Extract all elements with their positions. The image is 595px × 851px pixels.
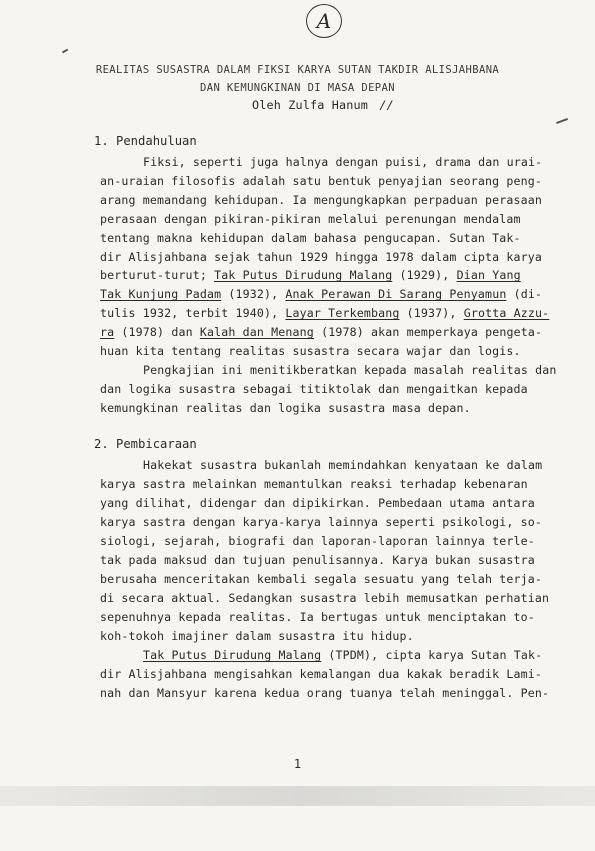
text-span: (1978) dan (121, 325, 193, 339)
text-line: karya sastra melainkan memantulkan reaksi terhadap kebenaran (100, 477, 528, 491)
text-line: koh-tokoh imajiner dalam susastra itu hidup. (100, 629, 414, 643)
work-title: Grotta Azzu- (463, 306, 550, 320)
text-line: dan logika susastra sebagai titiktolak dan mengaitkan kepada (100, 382, 528, 396)
text-line: di secara aktual. Sedangkan susastra lebih memusatkan perhatian (100, 591, 550, 605)
page-letter-mark: A (306, 4, 342, 38)
author-line (252, 98, 394, 112)
text-line (143, 648, 542, 662)
text-span: (di- (513, 287, 543, 301)
text-line: yang dilihat, didengar dan dipikirkan. Pembedaan utama antara (100, 496, 535, 510)
text-span: berturut-turut; (100, 268, 207, 282)
text-line (100, 268, 521, 282)
work-title: Tak Kunjung Padam (100, 287, 222, 301)
text-line (100, 325, 542, 339)
text-line: perasaan dengan pikiran-pikiran melalui perenungan mendalam (100, 212, 521, 226)
text-span: (1932), (228, 287, 279, 301)
margin-stroke (556, 118, 568, 124)
text-line: an-uraian filosofis adalah satu bentuk penyajian seorang peng- (100, 174, 543, 188)
work-title: ra (100, 325, 115, 339)
scan-smudge (0, 786, 595, 806)
text-span: (1978) akan memperkaya pengeta- (321, 325, 543, 339)
text-line: berusaha menceritakan kembali segala sesuatu yang telah terja- (100, 572, 543, 586)
work-title: Kalah dan Menang (199, 325, 314, 339)
text-line: dir Alisjahbana mengisahkan kemalangan dua kakak beradik Lami- (100, 667, 543, 681)
text-line: siologi, sejarah, biografi dan laporan-laporan lainnya terle- (100, 534, 535, 548)
text-line: tak pada maksud dan tujuan penulisannya. Karya bukan susastra (100, 553, 535, 567)
section-heading: 1. Pendahuluan (94, 134, 197, 148)
author-underline-mark: // (379, 98, 394, 112)
work-title: Dian Yang (456, 268, 521, 282)
text-line: sepenuhnya kepada realitas. Ia bertugas untuk menciptakan to- (100, 610, 535, 624)
author-name: Oleh Zulfa Hanum (252, 98, 369, 112)
text-span: (TPDM), cipta karya Sutan Tak- (328, 648, 543, 662)
section-heading: 2. Pembicaraan (94, 437, 197, 451)
text-span: (1937), (406, 306, 457, 320)
text-line (100, 306, 549, 320)
text-line: huan kita tentang realitas susastra secara wajar dan logis. (100, 344, 521, 358)
work-title: Tak Putus Dirudung Malang (143, 648, 322, 662)
text-line: dir Alisjahbana sejak tahun 1929 hingga 1978 dalam cipta karya (100, 250, 543, 264)
margin-stroke (62, 49, 68, 53)
work-title: Tak Putus Dirudung Malang (214, 268, 393, 282)
text-line: kemungkinan realitas dan logika susastra masa depan. (100, 401, 471, 415)
text-line (100, 287, 542, 301)
text-line: Hakekat susastra bukanlah memindahkan kenyataan ke dalam (143, 458, 543, 472)
work-title: Layar Terkembang (285, 306, 400, 320)
text-line: Pengkajian ini menitikberatkan kepada masalah realitas dan (143, 363, 557, 377)
text-line: nah dan Mansyur karena kedua orang tuanya telah meninggal. Pen- (100, 686, 550, 700)
text-line: karya sastra dengan karya-karya lainnya seperti psikologi, so- (100, 515, 543, 529)
page-number: 1 (293, 757, 302, 771)
text-line: tentang makna kehidupan dalam bahasa pengucapan. Sutan Tak- (100, 231, 521, 245)
work-title: Anak Perawan Di Sarang Penyamun (285, 287, 507, 301)
document-title-line2: DAN KEMUNGKINAN DI MASA DEPAN (200, 82, 395, 94)
text-line: arang memandang kehidupan. Ia mengungkapkan perpaduan perasaan (100, 193, 543, 207)
text-line: Fiksi, seperti juga halnya dengan puisi, drama dan urai- (143, 155, 543, 169)
text-span: (1929), (399, 268, 450, 282)
document-title: REALITAS SUSASTRA DALAM FIKSI KARYA SUTAN TAKDIR ALISJAHBANA (95, 64, 500, 76)
text-span: tulis 1932, terbit 1940), (100, 306, 279, 320)
